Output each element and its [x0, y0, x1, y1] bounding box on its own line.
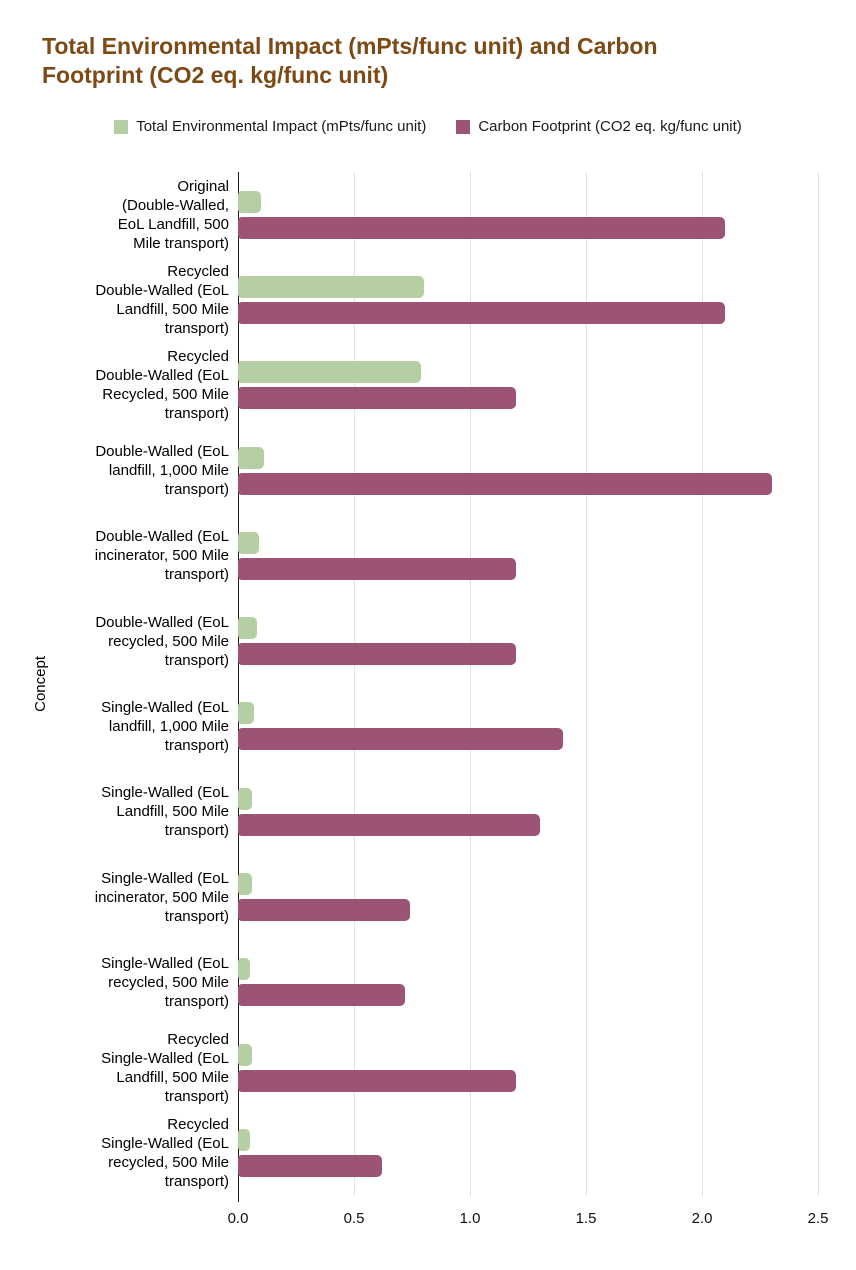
carbon-bar	[238, 558, 516, 580]
category-label	[30, 347, 238, 423]
carbon-bar	[238, 899, 410, 921]
category-label-line: transport)	[164, 1087, 229, 1105]
category-label	[30, 1030, 238, 1106]
carbon-bar	[238, 302, 725, 324]
category-label-line: transport)	[164, 992, 229, 1010]
impact-bar	[238, 1129, 250, 1151]
category-label-line: transport)	[164, 907, 229, 925]
bar-chart	[30, 172, 829, 1242]
bar-group	[238, 1044, 818, 1092]
impact-bar	[238, 788, 252, 810]
category-label-line: incinerator, 500 Mile	[94, 888, 229, 906]
chart-row	[30, 854, 818, 939]
category-label-line: landfill, 1,000 Mile	[108, 462, 229, 480]
category-label-line: Landfill, 500 Mile	[116, 300, 229, 318]
carbon-bar	[238, 643, 516, 665]
category-label-line: recycled, 500 Mile	[108, 973, 229, 991]
category-label-line: recycled, 500 Mile	[108, 632, 229, 650]
bar-group	[238, 191, 818, 239]
carbon-bar	[238, 984, 405, 1006]
bar-group	[238, 276, 818, 324]
chart-title-line-1: Total Environmental Impact (mPts/func unit) and Carbon	[42, 33, 658, 59]
category-label-line: Single-Walled (EoL	[101, 869, 229, 887]
chart-row	[30, 513, 818, 598]
category-label-line: Double-Walled (EoL	[95, 367, 229, 385]
carbon-legend-label: Carbon Footprint (CO2 eq. kg/func unit)	[478, 118, 742, 135]
category-label	[30, 527, 238, 584]
chart-row	[30, 428, 818, 513]
category-label-line: Single-Walled (EoL	[101, 784, 229, 802]
gridline	[818, 172, 819, 1196]
category-label-line: transport)	[164, 405, 229, 423]
impact-bar	[238, 361, 421, 383]
category-label-line: transport)	[164, 1172, 229, 1190]
category-label-line: transport)	[164, 651, 229, 669]
category-label	[30, 262, 238, 338]
bar-rows	[30, 172, 818, 1196]
category-label-line: Recycled	[167, 1030, 229, 1048]
carbon-bar	[238, 217, 725, 239]
impact-bar	[238, 873, 252, 895]
chart-title	[42, 32, 812, 90]
category-label	[30, 177, 238, 253]
category-label-line: Double-Walled (EoL	[95, 613, 229, 631]
x-axis-ticks	[227, 1210, 829, 1230]
chart-row	[30, 769, 818, 854]
bar-group	[238, 1129, 818, 1177]
impact-bar	[238, 191, 261, 213]
impact-legend-swatch-icon	[114, 120, 128, 134]
category-label-line: incinerator, 500 Mile	[94, 547, 229, 565]
chart-row	[30, 684, 818, 769]
category-label-line: Single-Walled (EoL	[101, 1134, 229, 1152]
category-label-line: transport)	[164, 319, 229, 337]
x-tick-label: 1.5	[575, 1210, 597, 1227]
impact-bar	[238, 702, 254, 724]
bar-group	[238, 532, 818, 580]
category-label-line: transport)	[164, 481, 229, 499]
impact-bar	[238, 1044, 252, 1066]
x-tick-label: 0.5	[343, 1210, 365, 1227]
category-label-line: Double-Walled (EoL	[95, 281, 229, 299]
impact-bar	[238, 447, 264, 469]
category-label-line: Recycled, 500 Mile	[102, 386, 229, 404]
chart-row	[30, 172, 818, 257]
x-tick-label: 2.0	[691, 1210, 713, 1227]
carbon-bar	[238, 1155, 382, 1177]
category-label	[30, 954, 238, 1011]
chart-row	[30, 343, 818, 428]
chart-title-line-2: Footprint (CO2 eq. kg/func unit)	[42, 62, 389, 88]
category-label	[30, 698, 238, 755]
category-label-line: Double-Walled (EoL	[95, 443, 229, 461]
category-label-line: Mile transport)	[133, 234, 229, 252]
impact-bar	[238, 617, 257, 639]
carbon-bar	[238, 473, 772, 495]
category-label	[30, 1115, 238, 1191]
carbon-legend-swatch-icon	[456, 120, 470, 134]
bar-group	[238, 617, 818, 665]
impact-bar	[238, 276, 424, 298]
bar-group	[238, 702, 818, 750]
bar-group	[238, 958, 818, 1006]
carbon-bar	[238, 1070, 516, 1092]
bar-group	[238, 361, 818, 409]
bar-group	[238, 788, 818, 836]
bar-group	[238, 447, 818, 495]
chart-row	[30, 1110, 818, 1195]
carbon-bar	[238, 814, 540, 836]
chart-row	[30, 940, 818, 1025]
category-label-line: EoL Landfill, 500	[117, 215, 229, 233]
category-label-line: Landfill, 500 Mile	[116, 803, 229, 821]
x-tick-label: 2.5	[807, 1210, 829, 1227]
legend-item-impact	[114, 118, 426, 135]
carbon-bar	[238, 387, 516, 409]
impact-bar	[238, 958, 250, 980]
category-label	[30, 869, 238, 926]
category-label-line: landfill, 1,000 Mile	[108, 717, 229, 735]
category-label-line: Recycled	[167, 262, 229, 280]
category-label-line: transport)	[164, 736, 229, 754]
carbon-bar	[238, 728, 563, 750]
legend-item-carbon	[456, 118, 741, 135]
category-label	[30, 442, 238, 499]
bar-group	[238, 873, 818, 921]
legend	[0, 118, 856, 135]
x-tick-label: 0.0	[227, 1210, 249, 1227]
category-label-line: recycled, 500 Mile	[108, 1153, 229, 1171]
chart-row	[30, 598, 818, 683]
category-label-line: Original	[177, 177, 229, 195]
category-label-line: Recycled	[167, 1115, 229, 1133]
category-label-line: Recycled	[167, 348, 229, 366]
chart-row	[30, 1025, 818, 1110]
impact-bar	[238, 532, 259, 554]
category-label-line: Double-Walled (EoL	[95, 528, 229, 546]
category-label	[30, 613, 238, 670]
category-label-line: transport)	[164, 566, 229, 584]
chart-row	[30, 257, 818, 342]
category-label-line: Single-Walled (EoL	[101, 698, 229, 716]
category-label	[30, 783, 238, 840]
category-label-line: Single-Walled (EoL	[101, 954, 229, 972]
category-label-line: (Double-Walled,	[122, 196, 229, 214]
category-label-line: Single-Walled (EoL	[101, 1049, 229, 1067]
category-label-line: transport)	[164, 822, 229, 840]
y-axis-title: Concept	[32, 656, 49, 712]
impact-legend-label: Total Environmental Impact (mPts/func unit)	[136, 118, 427, 135]
category-label-line: Landfill, 500 Mile	[116, 1068, 229, 1086]
x-tick-label: 1.0	[459, 1210, 481, 1227]
